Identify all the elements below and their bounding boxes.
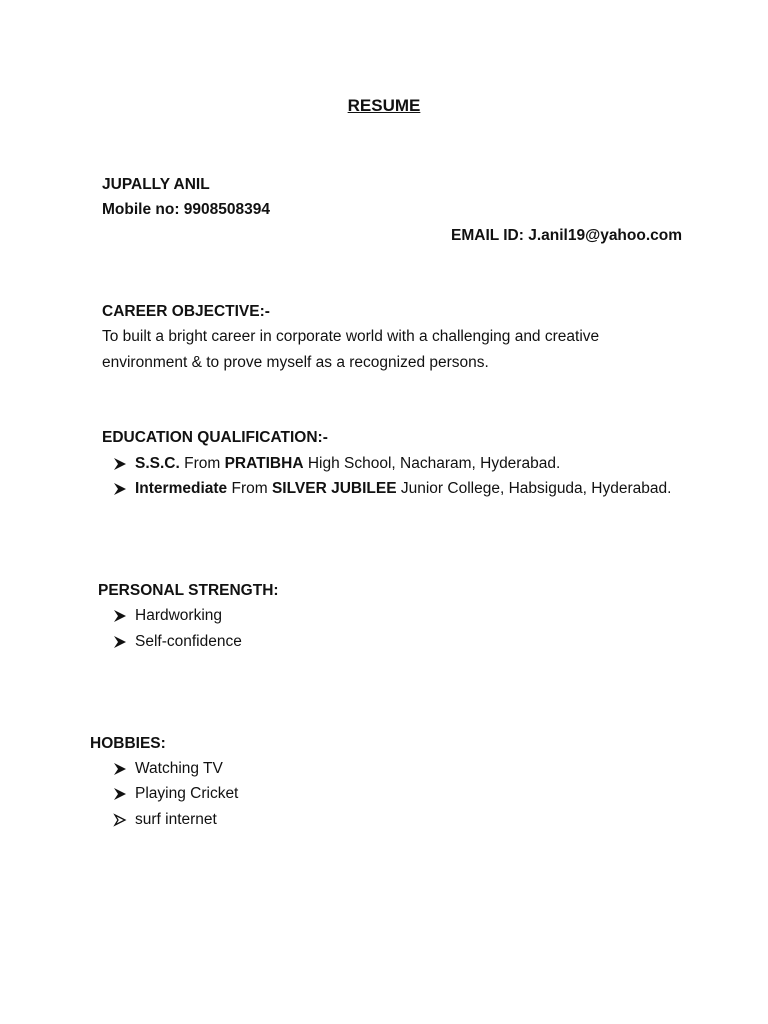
strength-text: Self-confidence [135, 633, 242, 650]
hobby-text: Playing Cricket [135, 785, 239, 802]
arrow-bullet-icon [113, 813, 127, 827]
arrow-bullet-icon [113, 762, 127, 776]
education-text: From [227, 480, 272, 497]
page-title: RESUME [347, 96, 421, 115]
education-level: Intermediate [135, 480, 228, 497]
education-institution-name: PRATIBHA [224, 455, 304, 472]
education-heading: EDUCATION QUALIFICATION:- [102, 429, 328, 446]
arrow-bullet-icon [113, 482, 127, 496]
personal-strength-heading: PERSONAL STRENGTH: [98, 582, 279, 599]
mobile-number: Mobile no: 9908508394 [102, 201, 270, 218]
education-text: Junior College, Habsiguda, Hyderabad. [396, 480, 672, 497]
career-objective-line-1: To built a bright career in corporate world with a challenging and creative [102, 328, 600, 345]
candidate-name: JUPALLY ANIL [102, 176, 210, 193]
career-objective-line-2: environment & to prove myself as a recognized persons. [102, 354, 489, 371]
education-text: High School, Nacharam, Hyderabad. [303, 455, 561, 472]
career-objective-heading: CAREER OBJECTIVE:- [102, 303, 270, 320]
arrow-bullet-icon [113, 787, 127, 801]
strength-text: Hardworking [135, 607, 223, 624]
hobbies-heading: HOBBIES: [90, 735, 166, 752]
arrow-bullet-icon [113, 609, 127, 623]
arrow-bullet-icon [113, 635, 127, 649]
hobby-text: Watching TV [135, 760, 223, 777]
arrow-bullet-icon [113, 457, 127, 471]
education-text: From [179, 455, 225, 472]
education-institution-name: SILVER JUBILEE [271, 480, 397, 497]
hobby-text: surf internet [135, 811, 217, 828]
email-id: EMAIL ID: J.anil19@yahoo.com [451, 227, 683, 244]
education-level: S.S.C. [135, 455, 180, 472]
